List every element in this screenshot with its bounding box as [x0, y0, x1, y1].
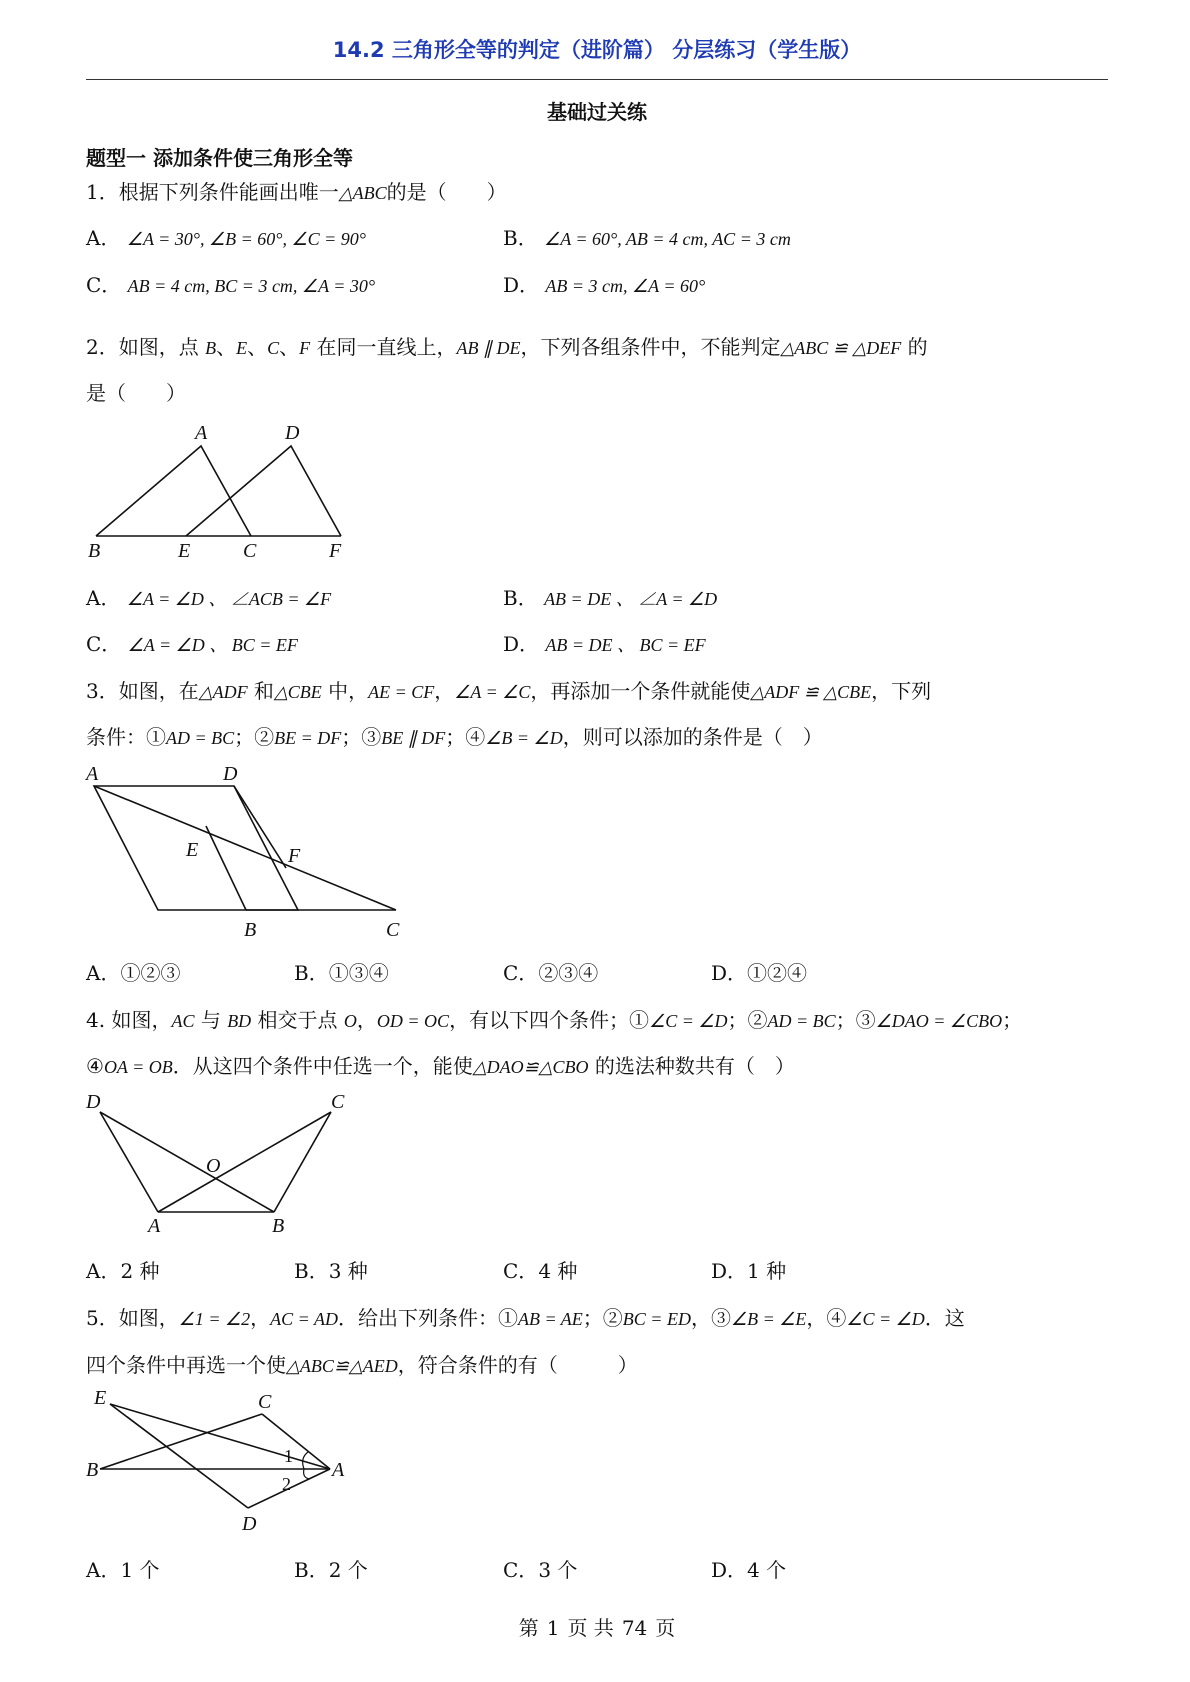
q4-figure	[86, 1092, 366, 1236]
q5-stem-line2	[86, 1349, 1108, 1378]
option-content: 3 个	[538, 1558, 578, 1582]
math-expression: AE = CF	[368, 682, 435, 702]
option-label: C．	[503, 1558, 539, 1582]
option-content: ∠A = 60°, AB = 4 cm, AC = 3 cm	[544, 229, 791, 249]
option-label: B．	[294, 961, 329, 985]
math-expression: AB = AE	[517, 1309, 583, 1329]
math-expression: AC	[171, 1011, 195, 1031]
math-expression: E	[236, 338, 248, 358]
label-d: D	[86, 1091, 101, 1113]
math-expression: BD	[227, 1011, 252, 1031]
q1-stem	[86, 176, 1108, 205]
math-expression: OA = OB	[103, 1057, 173, 1077]
option-label: C．	[86, 273, 122, 297]
stem-text: ，	[250, 1306, 271, 1330]
stem-text: 、	[216, 335, 237, 359]
angle-2-arc	[304, 1469, 310, 1479]
label-f: F	[288, 845, 301, 867]
label-a: A	[86, 763, 99, 785]
stem-text: 4. 如图，	[86, 1008, 172, 1032]
label-e: E	[94, 1387, 107, 1409]
option-label: D．	[503, 632, 540, 656]
q3-option-c[interactable]	[503, 957, 598, 986]
stem-text: ，有以下四个条件；①	[449, 1008, 650, 1032]
stem-text: 、	[247, 335, 268, 359]
label-c: C	[331, 1091, 345, 1113]
q4-option-a[interactable]	[86, 1255, 160, 1284]
stem-text: ；④	[445, 725, 486, 749]
stem-text: 2．如图，点	[86, 335, 206, 359]
math-expression: AD = BC	[166, 728, 235, 748]
stem-text: 和	[247, 679, 274, 703]
label-d: D	[242, 1513, 257, 1535]
math-expression: ∠C = ∠D	[846, 1309, 925, 1329]
stem-text: 与	[194, 1008, 228, 1032]
label-b: B	[86, 1459, 99, 1481]
option-label: C．	[503, 1259, 539, 1283]
q3-stem-line1	[86, 675, 1108, 704]
stem-text: 的选法种数共有（ ）	[588, 1054, 795, 1078]
stem-text: ，	[434, 679, 455, 703]
stem-text: ；②	[727, 1008, 768, 1032]
math-expression: ∠A = ∠C	[454, 682, 531, 702]
option-label: D．	[711, 961, 748, 985]
option-label: C．	[503, 961, 539, 985]
segment-db	[100, 1112, 274, 1212]
option-content: 1 个	[120, 1558, 160, 1582]
option-label: A．	[86, 1558, 121, 1582]
option-label: A．	[86, 586, 121, 610]
math-expression: ∠B = ∠E	[730, 1309, 807, 1329]
math-expression: △ABC≌△AED	[286, 1356, 398, 1376]
stem-text: ，③	[690, 1306, 731, 1330]
stem-text: 1．根据下列条件能画出唯一	[86, 180, 339, 204]
stem-text: ，再添加一个条件就能使	[530, 679, 751, 703]
math-expression: AD = BC	[767, 1011, 836, 1031]
q5-option-b[interactable]	[294, 1554, 368, 1583]
math-expression: △ABC ≌ △DEF	[780, 338, 902, 358]
q1-option-a[interactable]	[86, 222, 366, 251]
q3-option-a[interactable]	[86, 957, 180, 986]
label-f: F	[329, 540, 342, 562]
math-expression: O	[343, 1011, 357, 1031]
segment-df	[234, 786, 286, 868]
stem-text: 3．如图，在	[86, 679, 199, 703]
stem-text: 在同一直线上，	[310, 335, 457, 359]
segment-bc	[274, 1112, 331, 1212]
label-c: C	[243, 540, 257, 562]
math-expression: F	[299, 338, 311, 358]
segment-ea	[110, 1404, 330, 1469]
math-expression: ∠C = ∠D	[649, 1011, 728, 1031]
label-a: A	[332, 1459, 345, 1481]
option-content: 1 种	[747, 1259, 787, 1283]
label-o: O	[206, 1155, 221, 1177]
label-c: C	[258, 1391, 272, 1413]
q3-option-d[interactable]	[711, 957, 807, 986]
math-expression: B	[205, 338, 217, 358]
q1-option-d[interactable]	[503, 269, 705, 298]
q5-figure	[86, 1386, 366, 1540]
option-label: B．	[294, 1558, 329, 1582]
label-b: B	[88, 540, 101, 562]
stem-text: ；	[1002, 1008, 1023, 1032]
q4-option-c[interactable]	[503, 1255, 577, 1284]
stem-text: ，下列	[871, 679, 932, 703]
label-b: B	[244, 919, 257, 941]
label-d: D	[223, 763, 238, 785]
q4-option-d[interactable]	[711, 1255, 786, 1284]
option-label: B．	[503, 226, 538, 250]
stem-text: ；③	[835, 1008, 876, 1032]
q4-stem-line2	[86, 1050, 1108, 1079]
math-expression: AB ∥ DE	[456, 338, 521, 358]
stem-text: ．这	[924, 1306, 965, 1330]
angle-1-label: 1	[284, 1446, 293, 1466]
stem-text: ④	[86, 1054, 104, 1078]
stem-text: ；②	[234, 725, 275, 749]
footer-current-page: 1	[546, 1616, 560, 1640]
stem-text: ，则可以添加的条件是（ ）	[562, 725, 823, 749]
q2-option-b[interactable]	[503, 582, 717, 611]
stem-text: ；②	[582, 1306, 623, 1330]
stem-text: ．从这四个条件中任选一个，能使	[172, 1054, 473, 1078]
option-content: AB = 4 cm, BC = 3 cm, ∠A = 30°	[127, 276, 376, 296]
option-content: 2 个	[328, 1558, 368, 1582]
footer-suffix: 页	[655, 1616, 676, 1640]
q2-option-d[interactable]	[503, 628, 706, 657]
triangle-abc	[96, 446, 251, 536]
option-content: ∠A = ∠D 、 BC = EF	[127, 635, 298, 655]
q1-option-c[interactable]	[86, 269, 375, 298]
q3-stem-line2	[86, 721, 1108, 750]
stem-text: 相交于点	[251, 1008, 344, 1032]
option-content: 2 种	[120, 1259, 160, 1283]
q3-figure	[86, 762, 416, 946]
math-expression: BC = ED	[622, 1309, 691, 1329]
option-content: 3 种	[328, 1259, 368, 1283]
option-label: B．	[503, 586, 538, 610]
option-content: AB = 3 cm, ∠A = 60°	[545, 276, 706, 296]
math-expression: BE ∥ DF	[381, 728, 446, 748]
q5-option-d[interactable]	[711, 1554, 786, 1583]
segment-da	[100, 1112, 158, 1212]
q2-option-a[interactable]	[86, 582, 331, 611]
option-content: ①③④	[328, 961, 389, 985]
stem-text: 的	[901, 335, 928, 359]
option-label: A．	[86, 226, 121, 250]
option-content: ∠A = ∠D 、 ∠ACB = ∠F	[126, 589, 332, 609]
math-expression: OD = OC	[376, 1011, 450, 1031]
label-a: A	[195, 422, 208, 444]
page-footer	[86, 1612, 1108, 1641]
footer-middle: 页 共	[567, 1616, 614, 1640]
page-header-title: 14.2 三角形全等的判定（进阶篇） 分层练习（学生版）	[332, 38, 862, 62]
math-expression: C	[267, 338, 280, 358]
q5-option-c[interactable]	[503, 1554, 577, 1583]
math-expression: △ADF ≌ △CBE	[750, 682, 872, 702]
math-expression: △DAO≌△CBO	[472, 1057, 589, 1077]
q5-option-a[interactable]	[86, 1554, 160, 1583]
option-label: D．	[503, 273, 540, 297]
option-label: C．	[86, 632, 122, 656]
option-label: A．	[86, 961, 121, 985]
math-expression: ∠DAO = ∠CBO	[875, 1011, 1003, 1031]
footer-prefix: 第	[518, 1616, 539, 1640]
segment-ed	[110, 1404, 248, 1508]
stem-text: ，④	[806, 1306, 847, 1330]
option-label: D．	[711, 1558, 748, 1582]
label-e: E	[178, 540, 191, 562]
label-d: D	[285, 422, 300, 444]
math-expression: BE = DF	[274, 728, 342, 748]
math-expression: AC = AD	[270, 1309, 338, 1329]
stem-text: ，符合条件的有（ ）	[397, 1353, 638, 1377]
option-label: A．	[86, 1259, 121, 1283]
label-c: C	[386, 919, 400, 941]
math-expression: △ADF	[198, 682, 248, 702]
q2-stem-line1	[86, 331, 1108, 360]
option-content: ①②③	[120, 961, 181, 985]
stem-text: 四个条件中再选一个使	[86, 1353, 286, 1377]
stem-text: ．给出下列条件：①	[337, 1306, 518, 1330]
option-content: AB = DE 、 BC = EF	[545, 635, 706, 655]
q2-stem-line2: 是（ ）	[86, 381, 186, 405]
stem-text: ，	[356, 1008, 377, 1032]
option-content: 4 种	[538, 1259, 578, 1283]
segment-be	[206, 826, 246, 910]
option-label: D．	[711, 1259, 748, 1283]
math-expression: ∠1 = ∠2	[178, 1309, 251, 1329]
option-content: ②③④	[538, 961, 599, 985]
math-expression: △ABC	[338, 183, 387, 203]
q2-option-c[interactable]	[86, 628, 298, 657]
segment-ac	[158, 1112, 331, 1212]
stem-text: ，下列各组条件中，不能判定	[520, 335, 781, 359]
stem-text: 的是（ ）	[386, 180, 507, 204]
stem-text: 中，	[321, 679, 369, 703]
q4-stem-line1	[86, 1004, 1108, 1033]
angle-2-label: 2	[282, 1474, 291, 1494]
stem-text: 5．如图，	[86, 1306, 179, 1330]
option-content: ∠A = 30°, ∠B = 60°, ∠C = 90°	[126, 229, 366, 249]
header-divider	[86, 79, 1108, 80]
level-title: 基础过关练	[547, 100, 647, 124]
label-e: E	[186, 839, 199, 861]
q2-figure	[86, 420, 356, 564]
option-content: ①②④	[747, 961, 808, 985]
section-title: 题型一 添加条件使三角形全等	[86, 146, 353, 170]
math-expression: △CBE	[273, 682, 322, 702]
math-expression: ∠B = ∠D	[485, 728, 563, 748]
q5-stem-line1	[86, 1302, 1108, 1331]
label-b: B	[272, 1215, 285, 1237]
option-label: B．	[294, 1259, 329, 1283]
stem-text: 、	[279, 335, 300, 359]
q4-option-b[interactable]	[294, 1255, 368, 1284]
q3-option-b[interactable]	[294, 957, 389, 986]
option-content: AB = DE 、 ∠A = ∠D	[544, 589, 718, 609]
stem-text: ；③	[341, 725, 382, 749]
footer-total-pages: 74	[621, 1616, 648, 1640]
stem-text: 条件：①	[86, 725, 166, 749]
option-content: 4 个	[747, 1558, 787, 1582]
label-a: A	[148, 1215, 161, 1237]
q1-option-b[interactable]	[503, 222, 791, 251]
segment-ca	[262, 1414, 330, 1469]
